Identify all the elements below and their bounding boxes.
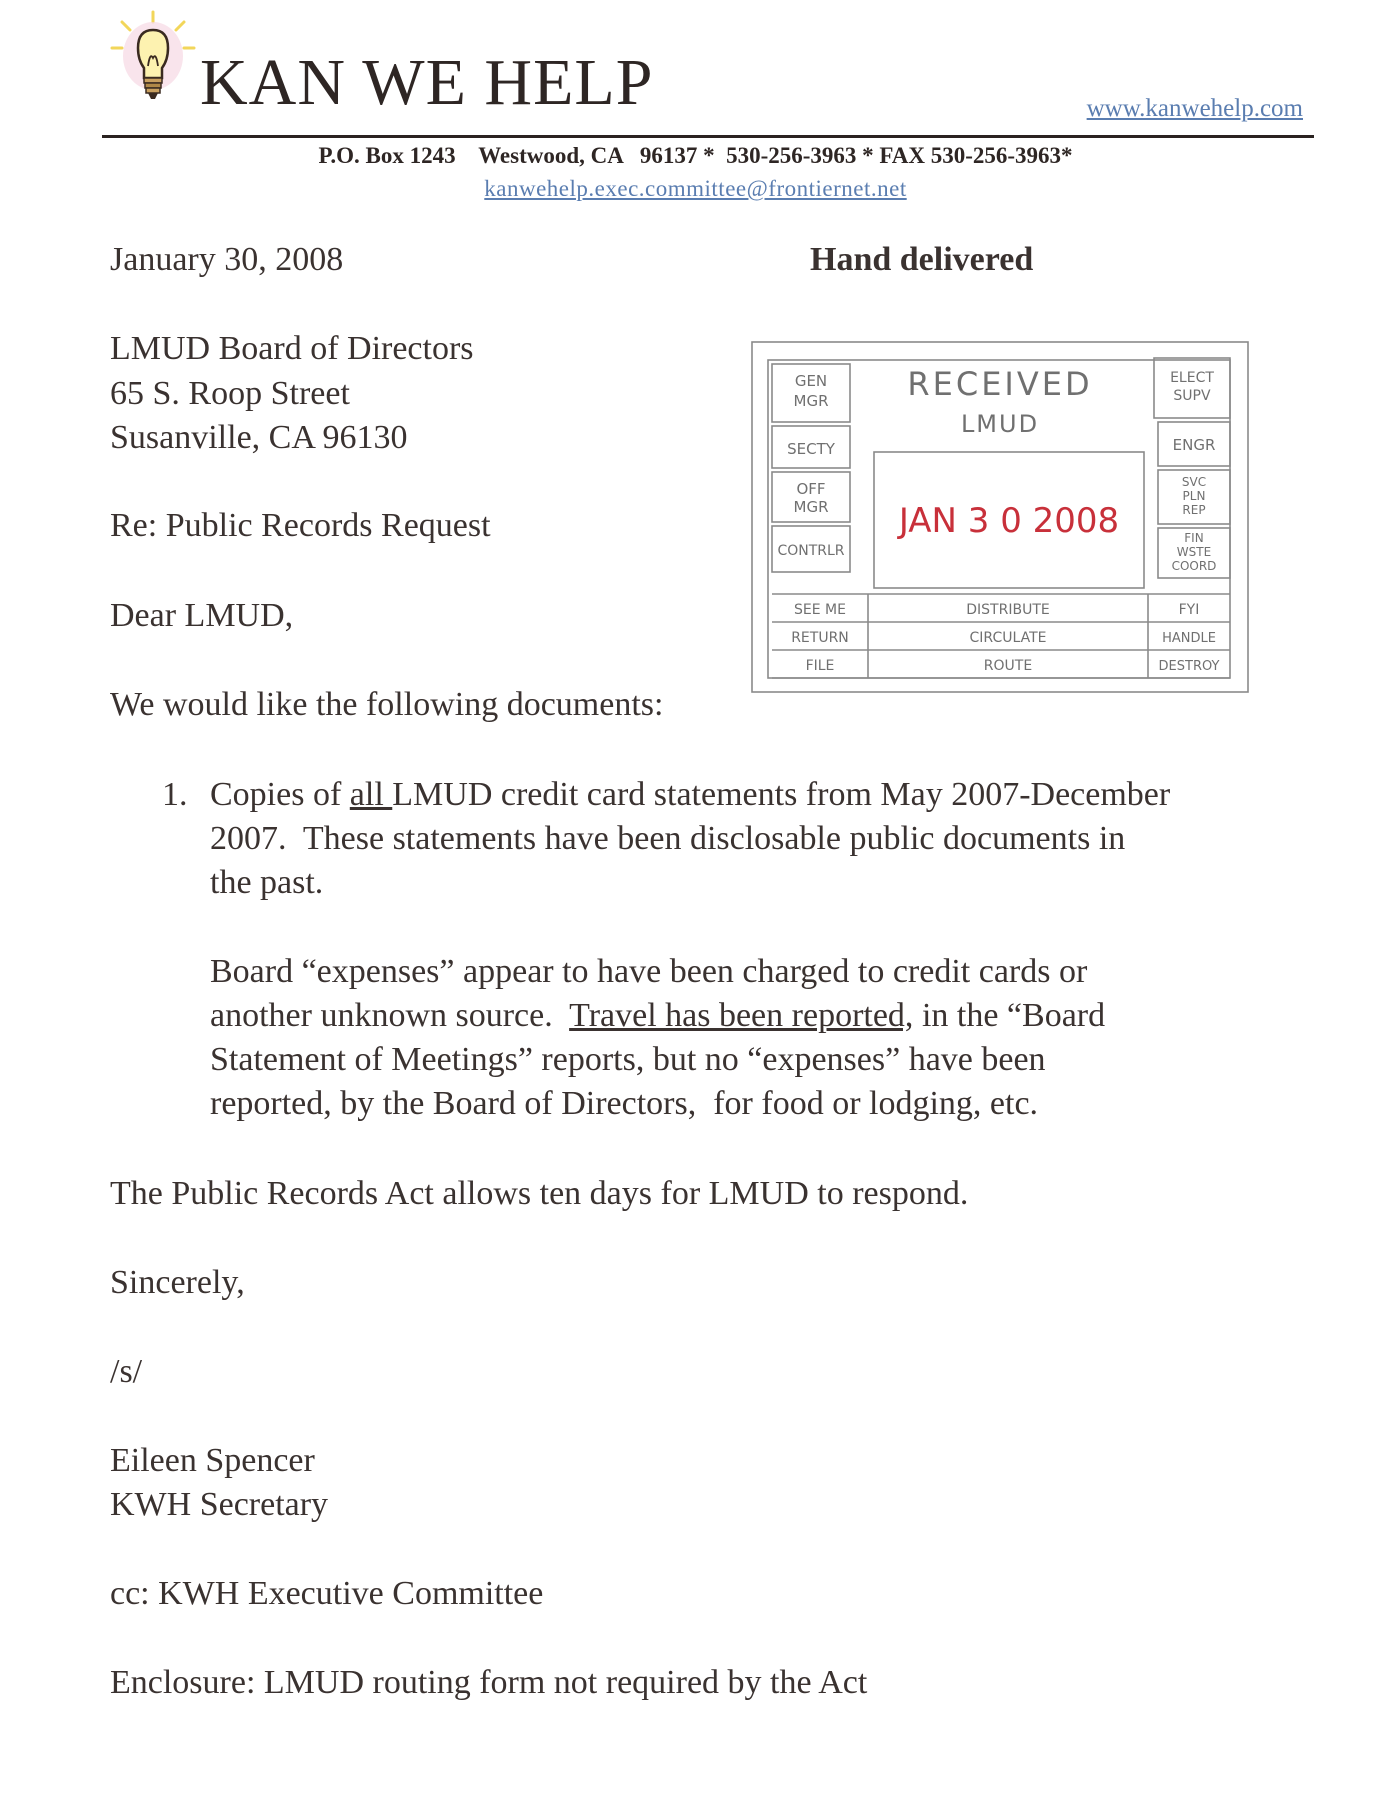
website-link[interactable]: www.kanwehelp.com xyxy=(1086,95,1303,122)
stamp-box-label: PLN xyxy=(1182,489,1206,503)
stamp-box-label: ELECT xyxy=(1170,370,1214,386)
stamp-date: JAN 3 0 2008 xyxy=(898,501,1120,541)
paragraph-2-line-4: reported, by the Board of Directors, for food or lodging, etc. xyxy=(210,1085,1039,1122)
item-text-post: LMUD credit card statements from May 2007-December xyxy=(392,776,1171,813)
stamp-box-label: SUPV xyxy=(1173,388,1211,404)
stamp-box-label: HANDLE xyxy=(1162,631,1216,646)
cc-line: cc: KWH Executive Committee xyxy=(110,1575,544,1612)
contact-info: P.O. Box 1243 Westwood, CA 96137 * 530-256-3963 * FAX 530-256-3963* xyxy=(318,143,1073,168)
paragraph-2-line-2 xyxy=(210,994,1105,1038)
para-text-pre: another unknown source. xyxy=(210,997,570,1034)
stamp-box-label: ROUTE xyxy=(983,658,1033,674)
paragraph-2-line-1: Board “expenses” appear to have been charged to credit cards or xyxy=(210,953,1088,990)
list-item-line-1 xyxy=(210,773,1170,817)
received-stamp xyxy=(750,340,1250,694)
signer-name: Eileen Spencer xyxy=(110,1442,315,1479)
item-text-underlined: all xyxy=(349,776,393,813)
stamp-box-label: DESTROY xyxy=(1158,659,1220,674)
stamp-box-label: ENGR xyxy=(1172,436,1216,454)
stamp-box-label: OFF xyxy=(796,480,826,498)
recipient-line-2: 65 S. Roop Street xyxy=(110,375,350,412)
stamp-box-label: FILE xyxy=(805,658,835,674)
salutation: Dear LMUD, xyxy=(110,597,294,634)
stamp-box-label: SECTY xyxy=(787,440,835,458)
item-text-pre: Copies of xyxy=(210,776,350,813)
stamp-box-label: FIN xyxy=(1184,531,1204,545)
stamp-box-label: REP xyxy=(1182,503,1206,517)
act-statement: The Public Records Act allows ten days for LMUD to respond. xyxy=(110,1175,969,1212)
stamp-box-label: WSTE xyxy=(1176,545,1212,559)
stamp-box-label: DISTRIBUTE xyxy=(966,602,1050,618)
subject-line: Re: Public Records Request xyxy=(110,507,491,544)
closing: Sincerely, xyxy=(110,1264,245,1301)
email-link[interactable]: kanwehelp.exec.committee@frontiernet.net xyxy=(484,176,907,201)
stamp-box-label: RETURN xyxy=(791,630,849,646)
lightbulb-logo-icon xyxy=(108,8,198,118)
stamp-box-label: MGR xyxy=(793,498,829,516)
stamp-box-label: CONTRLR xyxy=(777,543,845,559)
stamp-box-label: SVC xyxy=(1181,475,1207,489)
stamp-box-label: COORD xyxy=(1171,559,1217,573)
delivery-method: Hand delivered xyxy=(810,241,1034,278)
enclosure-line: Enclosure: LMUD routing form not required by the Act xyxy=(110,1664,868,1701)
stamp-box-label: MGR xyxy=(793,392,829,410)
letterhead-divider xyxy=(102,135,1314,138)
letter-date: January 30, 2008 xyxy=(110,241,344,278)
para-text-post: in the “Board xyxy=(913,997,1106,1034)
list-item-number: 1. xyxy=(162,776,188,813)
para-text-underlined: Travel has been reported, xyxy=(569,997,914,1034)
stamp-org-label: LMUD xyxy=(960,410,1040,438)
stamp-box-label: FYI xyxy=(1178,602,1200,618)
paragraph-2-line-3: Statement of Meetings” reports, but no “expenses” have been xyxy=(210,1041,1046,1078)
stamp-box-label: CIRCULATE xyxy=(969,630,1047,646)
stamp-received-label: RECEIVED xyxy=(907,365,1093,403)
list-item-line-2: 2007. These statements have been disclosable public documents in xyxy=(210,820,1126,857)
list-item-line-3: the past. xyxy=(210,864,324,901)
intro-line: We would like the following documents: xyxy=(110,686,664,723)
recipient-line-1: LMUD Board of Directors xyxy=(110,330,474,367)
signer-title: KWH Secretary xyxy=(110,1486,329,1523)
stamp-box-label: GEN xyxy=(794,372,828,390)
recipient-line-3: Susanville, CA 96130 xyxy=(110,419,408,456)
organization-name: KAN WE HELP xyxy=(200,46,654,119)
stamp-box-label: SEE ME xyxy=(794,602,846,618)
signature: /s/ xyxy=(110,1353,143,1390)
